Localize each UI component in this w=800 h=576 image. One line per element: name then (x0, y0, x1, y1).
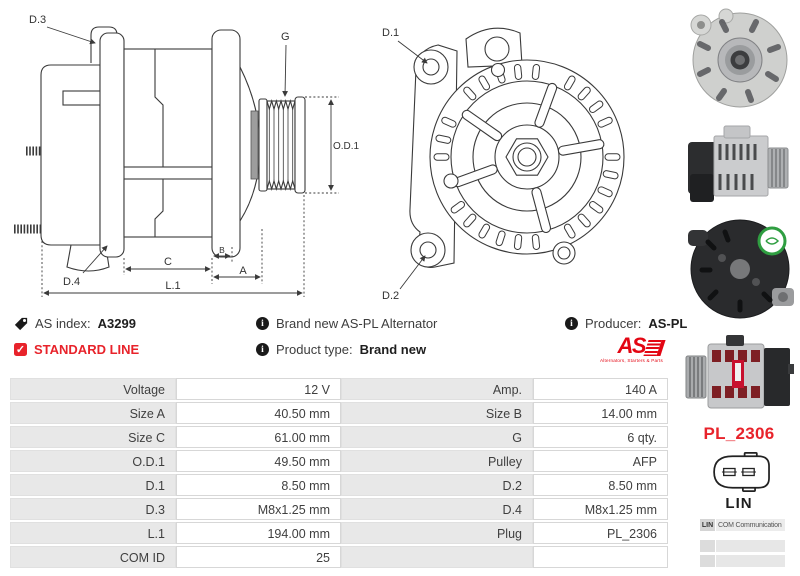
spec-label: Voltage (10, 378, 176, 400)
dim-label-g: G (281, 31, 290, 43)
producer-value: AS-PL (648, 316, 688, 331)
com-key: LIN (700, 519, 715, 531)
spec-label: Plug (341, 522, 533, 544)
spec-label: D.1 (10, 474, 176, 496)
spec-label: L.1 (10, 522, 176, 544)
spec-value: 14.00 mm (533, 402, 668, 424)
dim-label-a: A (239, 265, 247, 277)
dim-label-front-d2: D.2 (382, 290, 400, 302)
com-row-empty (700, 540, 786, 552)
logo-tagline: Alternators, Starters & Parts (600, 358, 663, 363)
plug-type-label: LIN (725, 495, 753, 512)
front-view-drawing (360, 5, 675, 305)
table-row (10, 402, 668, 424)
com-row (700, 519, 786, 531)
as-index (14, 316, 136, 331)
spec-value: 8.50 mm (176, 474, 341, 496)
spec-label (341, 546, 533, 568)
product-type (256, 342, 426, 357)
dim-label-d4: D.4 (63, 276, 81, 288)
plug-name: PL_2306 (703, 424, 775, 443)
spec-value: 25 (176, 546, 341, 568)
product-photo-front[interactable] (684, 4, 794, 114)
spec-label: D.4 (341, 498, 533, 520)
spec-value: 140 A (533, 378, 668, 400)
product-photo-rear[interactable] (684, 214, 796, 326)
spec-value: 49.50 mm (176, 450, 341, 472)
standard-line (14, 342, 139, 357)
table-row (10, 378, 668, 400)
dim-label-l1: L.1 (165, 280, 181, 292)
as-pl-logo (599, 335, 663, 364)
table-row (10, 474, 668, 496)
dim-label-front-d1: D.1 (382, 27, 400, 39)
tag-icon (14, 317, 28, 331)
com-table (700, 519, 786, 570)
spec-label: Amp. (341, 378, 533, 400)
standard-line-label: STANDARD LINE (34, 342, 140, 357)
dim-label-c: C (164, 256, 172, 268)
info-icon: i (256, 343, 269, 356)
dim-label-b: B (219, 245, 225, 255)
spec-value: 12 V (176, 378, 341, 400)
spec-label: G (341, 426, 533, 448)
logo-flag-icon (643, 340, 665, 356)
spec-label: COM ID (10, 546, 176, 568)
brand-info (256, 316, 437, 331)
product-type-value: Brand new (359, 342, 427, 357)
spec-label: Size C (10, 426, 176, 448)
product-type-label: Product type: (276, 342, 353, 357)
product-photo-side-right[interactable] (682, 116, 796, 212)
plug-connector-icon (708, 450, 776, 494)
info-icon: i (256, 317, 269, 330)
table-row (10, 426, 668, 448)
spec-value: 8.50 mm (533, 474, 668, 496)
spec-value: 194.00 mm (176, 522, 341, 544)
as-index-value: A3299 (97, 316, 136, 331)
table-row (10, 546, 668, 568)
logo-text: AS (617, 333, 645, 358)
spec-value: PL_2306 (533, 522, 668, 544)
table-row (10, 498, 668, 520)
spec-label: O.D.1 (10, 450, 176, 472)
table-row (10, 450, 668, 472)
spec-value: M8x1.25 mm (533, 498, 668, 520)
brand-info-text: Brand new AS-PL Alternator (276, 316, 438, 331)
table-row (10, 522, 668, 544)
as-index-label: AS index: (35, 316, 91, 331)
producer (565, 316, 687, 331)
spec-value: M8x1.25 mm (176, 498, 341, 520)
info-icon: i (565, 317, 578, 330)
spec-value (533, 546, 668, 568)
spec-value: AFP (533, 450, 668, 472)
dim-label-d3: D.3 (29, 14, 47, 26)
product-photo-side-left[interactable] (682, 330, 796, 420)
spec-label: D.2 (341, 474, 533, 496)
spec-value: 40.50 mm (176, 402, 341, 424)
spec-label: Size B (341, 402, 533, 424)
spec-value: 6 qty. (533, 426, 668, 448)
spec-label: Size A (10, 402, 176, 424)
side-view-drawing (5, 5, 360, 305)
com-row-empty (700, 555, 786, 567)
spec-table (10, 378, 668, 570)
dim-label-od1: O.D.1 (333, 141, 360, 152)
com-value: COM Communication (716, 519, 785, 531)
spec-label: D.3 (10, 498, 176, 520)
spec-label: Pulley (341, 450, 533, 472)
spec-value: 61.00 mm (176, 426, 341, 448)
producer-label: Producer: (585, 316, 642, 331)
checkbox-icon: ✓ (15, 344, 26, 356)
